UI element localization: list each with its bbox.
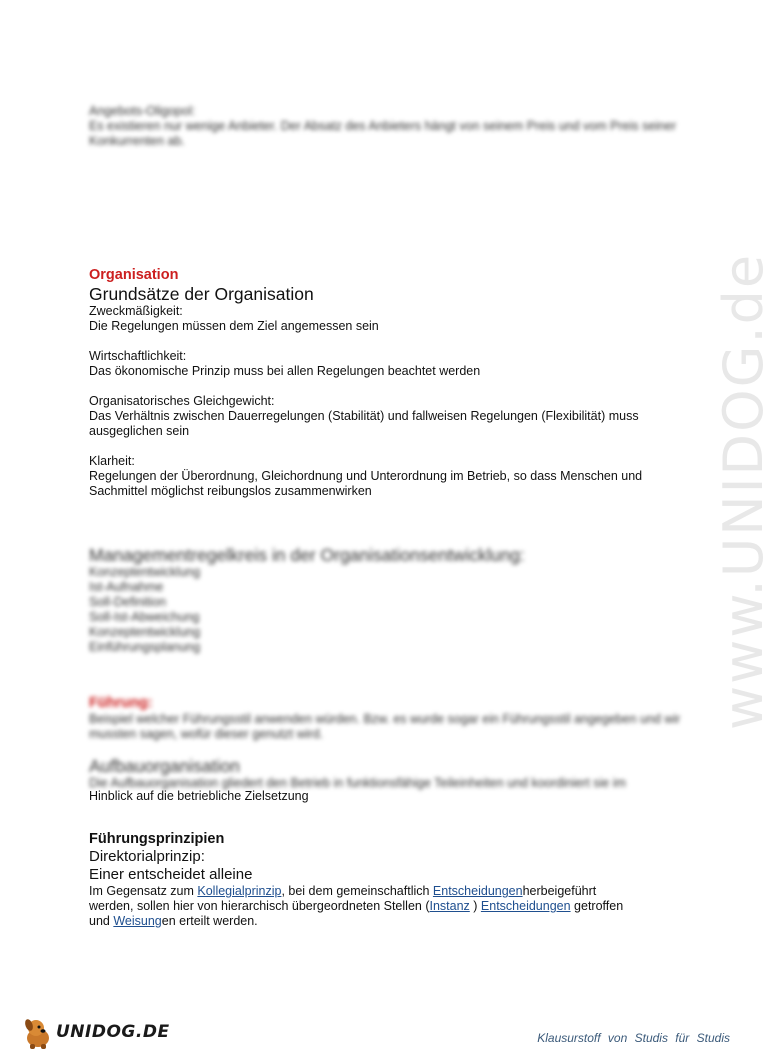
principle-item	[89, 304, 690, 334]
blurred-management-line: Konzeptentwicklung	[89, 565, 201, 579]
principle-title: Organisatorisches Gleichgewicht:	[89, 394, 275, 408]
principle-title: Wirtschaftlichkeit:	[89, 349, 187, 363]
principle-text: Das ökonomische Prinzip muss bei allen Regelungen beachtet werden	[89, 364, 481, 378]
principle-item	[89, 394, 690, 439]
paragraph-text: getroffen	[570, 899, 624, 913]
dog-icon	[20, 1016, 56, 1050]
entscheidungen-link-2[interactable]: Entscheidungen	[480, 899, 571, 913]
organisation-heading: Grundsätze der Organisation	[89, 284, 314, 304]
paragraph-text: und	[89, 914, 114, 928]
paragraph-text: Im Gegensatz zum	[89, 884, 198, 898]
paragraph-text: en erteilt werden.	[161, 914, 258, 928]
principle-text: Regelungen der Überordnung, Gleichordnung und Unterordnung im Betrieb, so dass Menschen und Sachmittel möglichst reibungslos zusammenwirken	[89, 469, 643, 498]
paragraph-text: )	[469, 899, 481, 913]
principle-title: Klarheit:	[89, 454, 135, 468]
aufbau-heading: Aufbauorganisation	[89, 756, 240, 776]
blurred-management-line: Soll-Definition	[89, 595, 167, 609]
aufbau-text-blurred: Die Aufbauorganisation gliedert den Betrieb in funktionsfähige Teileinheiten und koordiniert sie im	[89, 776, 626, 790]
instanz-link[interactable]: Instanz	[429, 899, 470, 913]
principle-title: Zweckmäßigkeit:	[89, 304, 183, 318]
blurred-management-line: Ist-Aufnahme	[89, 580, 164, 594]
fuehrungsprinzipien-section	[89, 830, 690, 929]
blurred-management-line: Soll-Ist-Abweichung	[89, 610, 200, 624]
aufbau-block	[89, 756, 690, 804]
organisation-label: Organisation	[89, 267, 179, 283]
direktorialprinzip-paragraph	[89, 884, 690, 929]
blurred-oligopol-text: Es existieren nur wenige Anbieter. Der Absatz des Anbieters hängt von seinem Preis und vom Preis seiner Konkurrenten ab.	[89, 119, 677, 148]
blurred-management-line: Einführungsplanung	[89, 640, 201, 654]
blurred-management-line: Konzeptentwicklung	[89, 625, 201, 639]
paragraph-text: , bei dem gemeinschaftlich	[281, 884, 433, 898]
footer-tagline: Klausurstoff von Studis für Studis	[537, 1031, 730, 1045]
fuehrungsprinzipien-heading: Führungsprinzipien	[89, 831, 225, 847]
blurred-oligopol-title: Angebots-Oligopol:	[89, 104, 196, 118]
blurred-fuehrung-block	[89, 694, 690, 742]
kollegialprinzip-link[interactable]: Kollegialprinzip	[197, 884, 282, 898]
blurred-fuehrung-text: Beispiel welcher Führungsstil anwenden würden. Bzw. es wurde sogar ein Führungsstil angegeben und wir mussten sagen, wofür dieser genutzt wird.	[89, 712, 681, 741]
blurred-management-block	[89, 545, 690, 655]
principle-text: Die Regelungen müssen dem Ziel angemessen sein	[89, 319, 379, 333]
principle-item	[89, 454, 690, 499]
direktorialprinzip-title: Direktorialprinzip:	[89, 848, 205, 865]
unidog-logo[interactable]	[20, 1016, 170, 1048]
principle-text: Das Verhältnis zwischen Dauerregelungen (Stabilität) und fallweisen Regelungen (Flexibilität) muss ausgeglichen sein	[89, 409, 639, 438]
blurred-management-heading: Managementregelkreis in der Organisationsentwicklung:	[89, 545, 525, 565]
paragraph-text: herbeigeführt	[522, 884, 597, 898]
blurred-fuehrung-label: Führung:	[89, 695, 153, 711]
entscheidungen-link[interactable]: Entscheidungen	[432, 884, 523, 898]
weisung-link[interactable]: Weisung	[113, 914, 162, 928]
blurred-oligopol-block	[89, 104, 690, 149]
organisation-section	[89, 266, 690, 499]
logo-text: UNIDOG.DE	[56, 1022, 170, 1042]
unidog-watermark: www.UNIDOG.de	[712, 252, 775, 730]
paragraph-text: werden, sollen hier von hierarchisch übergeordneten Stellen (	[89, 899, 430, 913]
principle-item	[89, 349, 690, 379]
direktorialprinzip-subtitle: Einer entscheidet alleine	[89, 866, 253, 883]
aufbau-text-visible: Hinblick auf die betriebliche Zielsetzung	[89, 789, 309, 803]
